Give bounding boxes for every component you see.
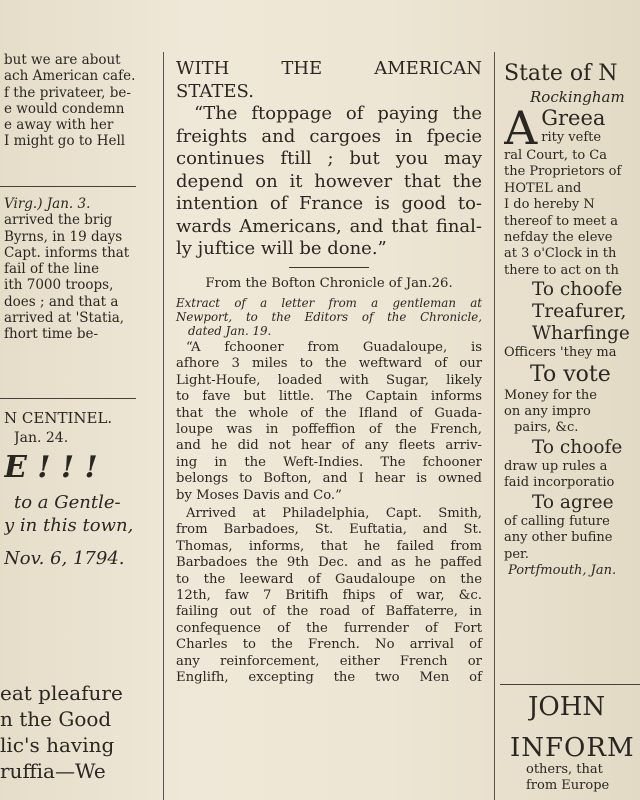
body-line: afhore 3 miles to the weftward of our [176,356,482,372]
text-line: Officers 'they ma [504,345,617,361]
headline-date: Nov. 6, 1794. [4,548,125,569]
item-heading: To choofe [532,436,623,458]
separator-rule [500,684,640,685]
left-block-1 [4,52,154,150]
text-line: rity vefte [541,130,602,145]
extract-line: dated Jan. 19. [188,323,272,338]
text-line: from Europe [526,778,610,794]
text-line: ith 7000 troops, [4,277,114,294]
text-line: pairs, &c. [514,420,579,436]
dateline: Virg.) Jan. 3. [4,196,91,212]
headline-line: STATES. [176,80,254,102]
right-column [500,0,640,800]
text-line: thereof to meet a [504,213,618,229]
body-line: confequence of the furrender of Fort [176,620,482,636]
quote-line: freights and cargoes in fpecie [176,125,482,147]
section-rule [289,267,369,268]
body-line: Englifh, excepting the two Men of [176,670,482,686]
body-line: Charles to the French. No arrival of [176,637,482,653]
text-line: per. [504,546,529,562]
quote-line: intention of France is good to- [176,193,482,214]
text-line: f the privateer, be- [4,84,131,101]
ad-block [528,690,640,724]
separator-rule [0,398,136,399]
dropcap-letter: A [504,106,538,148]
center-column [170,0,488,800]
text-line: lic's having [0,733,115,757]
source-line: From the Bofton Chronicle of Jan.26. [205,275,453,291]
headline-line: y in this town, [4,515,134,536]
text-line: but we are about [4,52,121,68]
text-line: n the Good [0,707,112,731]
headline-line: WITH THE AMERICAN [176,58,482,79]
text-line: fail of the line [4,261,100,278]
body-line: “A fchooner from Guadaloupe, is [186,339,482,355]
text-line: Greea [541,106,606,130]
quote-line: “The ftoppage of paying the [194,103,482,124]
body-line: from Barbadoes, St. Euftatia, and St. [176,522,482,538]
text-line: others, that [526,762,603,777]
dateline: Jan. 24. [14,430,69,446]
body-line: to the leeward of Gaudaloupe on the [176,571,482,587]
text-line: nefday the eleve [504,230,613,246]
text-line: Money for the [504,387,597,403]
text-line: on any impro [504,404,591,420]
text-line: there to act on th [504,262,619,278]
item-line: Treafurer, [532,301,627,323]
text-line: the Proprietors of [504,164,622,180]
body-line: that the whole of the Ifland of Guada- [176,405,482,421]
text-line: of calling future [504,513,610,529]
text-line: at 3 o'Clock in th [504,246,617,262]
text-line: any other bufine [504,530,613,546]
body-line: failing out of the road of Baffaterre, in [176,604,482,620]
text-line: eat pleafure [0,681,123,705]
text-line: I might go to Hell [4,133,126,150]
column-rule [163,52,164,800]
ad-heading: INFORM [510,734,635,762]
notice-title: State of N [504,61,618,86]
column-rule [494,52,495,800]
text-line: e would condemn [4,100,125,117]
notice-block [504,60,640,579]
text-line: arrived the brig [4,212,113,229]
separator-rule [0,186,136,187]
text-line: ach American cafe. [4,68,136,85]
body-line: Barbadoes the 9th Dec. and as he paffed [176,555,482,571]
text-line: Capt. informs that [4,244,130,261]
item-heading: To agree [532,491,614,513]
text-line: e away with her [4,117,114,134]
ad-name: JOHN [528,692,606,722]
center-article [176,58,482,686]
text-line: draw up rules a [504,458,608,474]
item-heading: To choofe [532,279,623,301]
left-block-3 [4,408,154,569]
body-line: to fave but little. The Captain informs [176,389,482,405]
newspaper-name: N CENTINEL. [4,409,113,427]
signoff-line: Portfmouth, Jan. [508,562,617,578]
body-line: Thomas, informs, that he failed from [176,538,482,554]
body-line: any reinforcement, either French or [176,653,482,669]
text-line: does ; and that a [4,293,119,310]
body-line: belongs to Bofton, and I hear is owned [176,471,482,487]
text-line: faid incorporatio [504,475,615,491]
text-line: ruffia—We [0,759,106,783]
left-block-2 [4,196,154,343]
body-line: and he did not hear of any fleets arriv- [176,438,482,454]
left-block-4 [0,680,156,784]
text-line: HOTEL and [504,180,582,196]
text-line: arrived at 'Statia, [4,310,125,327]
text-line: ral Court, to Ca [504,148,607,163]
exclamation-headline: E ! ! ! [4,450,98,485]
place-name: Rockingham [530,88,625,106]
text-line: I do hereby N [504,197,595,213]
extract-line: Newport, to the Editors of the Chronicle, [176,309,482,324]
quote-line: wards Americans, and that final- [176,215,482,237]
text-line: fhort time be- [4,326,99,343]
body-line: Light-Houfe, loaded with Sugar, likely [176,372,482,388]
item-heading: To vote [530,361,611,387]
body-line: 12th, faw 7 Britifh fhips of war, &c. [176,588,482,603]
item-line: Wharfinge [532,323,630,345]
ad-text [510,734,640,795]
extract-line: Extract of a letter from a gentleman at [176,295,482,310]
body-line: loupe was in poffeffion of the French, [176,421,482,437]
quote-line: ly juftice will be done.” [176,238,387,259]
body-line: Arrived at Philadelphia, Capt. Smith, [186,505,482,521]
headline-line: to a Gentle- [14,492,121,513]
left-column [0,0,156,800]
text-line: Byrns, in 19 days [4,228,123,245]
body-line: by Moses Davis and Co.” [176,487,342,503]
quote-line: depend on it however that the [176,170,482,192]
body-line: ing in the Weft-Indies. The fchooner [176,454,482,470]
quote-line: continues ftill ; but you may [176,148,482,169]
